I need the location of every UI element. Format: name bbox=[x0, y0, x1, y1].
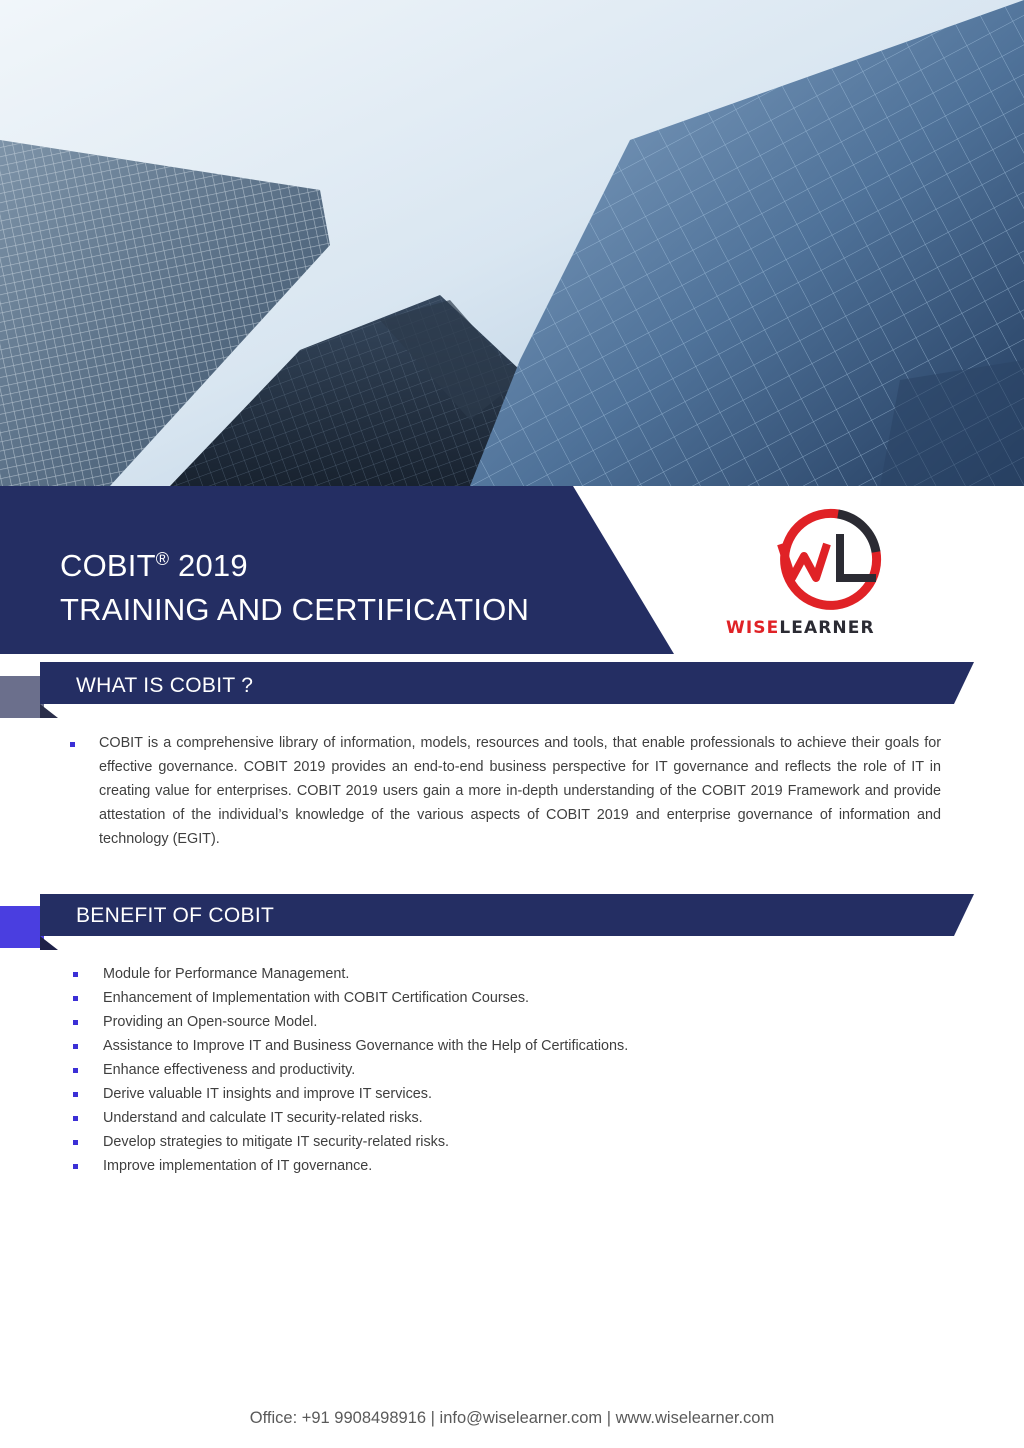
hero-skyscraper-photo bbox=[0, 0, 1024, 486]
section-header-what-is-cobit bbox=[0, 660, 1024, 720]
footer-office-phone[interactable]: Office: +91 9908498916 bbox=[249, 1409, 427, 1427]
footer-separator: | bbox=[426, 1409, 440, 1427]
section-title-what-is-cobit: WHAT IS COBIT ? bbox=[76, 674, 254, 697]
bullet-marker bbox=[73, 1020, 78, 1025]
footer-email-link[interactable]: info@wiselearner.com bbox=[439, 1409, 603, 1427]
what-is-cobit-paragraph: COBIT is a comprehensive library of information, models, resources and tools, that enable professionals to achieve their goals for effective governance. COBIT 2019 provides an end-to-end business perspective for IT governance and reflects the role of IT in creating value for enterprises. COBIT 2019 users gain a more in-depth understanding of the COBIT 2019 Framework and provide attestation of the individual’s knowledge of the various aspects of COBIT 2019 and enterprise governance of information and technology (EGIT). bbox=[99, 735, 941, 848]
title-line-2: TRAINING AND CERTIFICATION bbox=[60, 592, 530, 627]
section-title-benefit-of-cobit: BENEFIT OF COBIT bbox=[76, 904, 275, 927]
bullet-marker bbox=[73, 1068, 78, 1073]
list-item: Providing an Open-source Model. bbox=[103, 1014, 318, 1030]
list-item: Derive valuable IT insights and improve IT services. bbox=[103, 1086, 432, 1102]
bullet-marker bbox=[73, 1092, 78, 1097]
bullet-marker bbox=[73, 996, 78, 1001]
list-item: Enhance effectiveness and productivity. bbox=[103, 1062, 356, 1078]
logo-wordmark: WISELEARNER bbox=[726, 618, 875, 638]
bullet-marker bbox=[70, 742, 75, 747]
footer-website-link[interactable]: www.wiselearner.com bbox=[615, 1409, 775, 1427]
list-item: Develop strategies to mitigate IT security-related risks. bbox=[103, 1134, 450, 1150]
bullet-marker bbox=[73, 1116, 78, 1121]
page-title bbox=[60, 537, 529, 632]
list-item: Improve implementation of IT governance. bbox=[103, 1158, 373, 1174]
title-line-1: COBIT® 2019 bbox=[60, 548, 248, 583]
section-header-benefit-of-cobit bbox=[0, 892, 1024, 952]
footer-separator: | bbox=[602, 1409, 616, 1427]
list-item: Module for Performance Management. bbox=[103, 966, 350, 982]
bullet-marker bbox=[73, 972, 78, 977]
footer-contact bbox=[0, 1409, 1024, 1428]
bullet-marker bbox=[73, 1044, 78, 1049]
list-item: Enhancement of Implementation with COBIT Certification Courses. bbox=[103, 990, 530, 1006]
bullet-marker bbox=[73, 1140, 78, 1145]
list-item: Understand and calculate IT security-related risks. bbox=[103, 1110, 423, 1126]
list-item: Assistance to Improve IT and Business Governance with the Help of Certifications. bbox=[103, 1038, 629, 1054]
bullet-marker bbox=[73, 1164, 78, 1169]
